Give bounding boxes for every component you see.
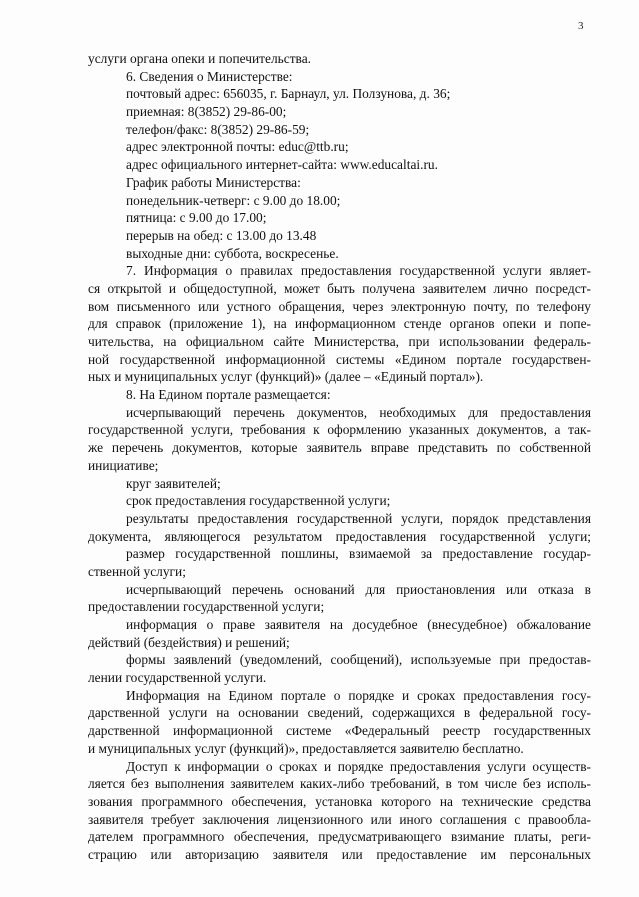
text-line: страцию или авторизацию заявителя или предоставление им персональных <box>88 846 591 862</box>
text-line: ся открытой и общедоступной, может быть получена заявителем лично посредст- <box>88 280 591 296</box>
text-line: почтовый адрес: 656035, г. Барнаул, ул. Ползунова, д. 36; <box>126 86 451 102</box>
text-line: государственной услуги, требования к оформлению указанных документов, а так- <box>88 422 591 438</box>
text-line: Доступ к информации о сроках и порядке предоставления услуги осуществ- <box>126 758 591 774</box>
text-line: предоставлении государственной услуги; <box>88 599 325 615</box>
text-line: 8. На Едином портале размещается: <box>126 387 331 403</box>
text-line: формы заявлений (уведомлений, сообщений), используемые при предостав- <box>126 652 591 668</box>
text-line: приемная: 8(3852) 29-86-00; <box>126 104 287 120</box>
text-line: и муниципальных услуг (функций)», предоставляется заявителю бесплатно. <box>88 740 524 756</box>
text-line: результаты предоставления государственной услуги, порядок представления <box>126 510 591 526</box>
text-line: Информация на Едином портале о порядке и сроках предоставления госу- <box>126 687 591 703</box>
text-line: заявителя требует заключения лицензионного или иного соглашения с правообла- <box>88 811 591 827</box>
text-line: ных и муниципальных услуг (функций)» (далее – «Единый портал»). <box>88 369 484 385</box>
text-line: ственной услуги; <box>88 563 186 579</box>
text-line: дарственной информационной системе «Федеральный реестр государственных <box>88 723 591 739</box>
text-line: перерыв на обед: с 13.00 до 13.48 <box>126 227 317 243</box>
text-line: чительства, на официальном сайте Министерства, при использовании федераль- <box>88 334 591 349</box>
text-line: действий (бездействия) и решений; <box>88 634 290 650</box>
text-line: лении государственной услуги. <box>88 670 267 686</box>
text-line: дарственной услуги на основании сведений, содержащихся в федеральной госу- <box>88 705 591 721</box>
text-line: услуги органа опеки и попечительства. <box>88 51 311 66</box>
text-line: 6. Сведения о Министерстве: <box>126 68 293 84</box>
text-line: исчерпывающий перечень документов, необходимых для предоставления <box>126 404 591 420</box>
text-line: График работы Министерства: <box>126 174 301 190</box>
text-line: для справок (приложение 1), на информационном стенде органов опеки и попе- <box>88 316 591 332</box>
text-line: зования программного обеспечения, установка которого на технические средства <box>88 793 591 809</box>
text-line: документа, являющегося результатом предоставления государственной услуги; <box>88 528 591 544</box>
text-line: телефон/факс: 8(3852) 29-86-59; <box>126 121 310 137</box>
text-line: пятница: с 9.00 до 17.00; <box>126 210 267 226</box>
document-body <box>88 50 591 864</box>
text-line: дателем программного обеспечения, предусматривающего взимание платы, реги- <box>88 829 591 845</box>
text-line: понедельник-четверг: с 9.00 до 18.00; <box>126 192 341 208</box>
text-line: инициативе; <box>88 457 159 473</box>
text-line: исчерпывающий перечень оснований для приостановления или отказа в <box>126 581 591 597</box>
text-line: ной государственной информационной системы «Едином портале государствен- <box>88 351 591 367</box>
text-line: выходные дни: суббота, воскресенье. <box>126 245 339 261</box>
text-line: ляется без выполнения заявителем каких-либо требований, в том числе без исполь- <box>88 776 591 792</box>
text-line: адрес электронной почты: educ@ttb.ru; <box>126 139 349 155</box>
page-number: 3 <box>578 20 584 32</box>
text-line: информация о праве заявителя на досудебное (внесудебное) обжалование <box>126 617 591 632</box>
text-line: вом письменного или устного обращения, через электронную почту, по телефону <box>88 298 591 314</box>
text-line: адрес официального интернет-сайта: www.educaltai.ru. <box>126 157 438 173</box>
text-line: размер государственной пошлины, взимаемой за предоставление государ- <box>126 546 591 562</box>
text-line: же перечень документов, которые заявитель вправе представить по собственной <box>88 440 591 456</box>
text-line: круг заявителей; <box>126 475 221 491</box>
text-line: срок предоставления государственной услуги; <box>126 493 391 509</box>
text-line: 7. Информация о правилах предоставления государственной услуги являет- <box>126 263 591 279</box>
